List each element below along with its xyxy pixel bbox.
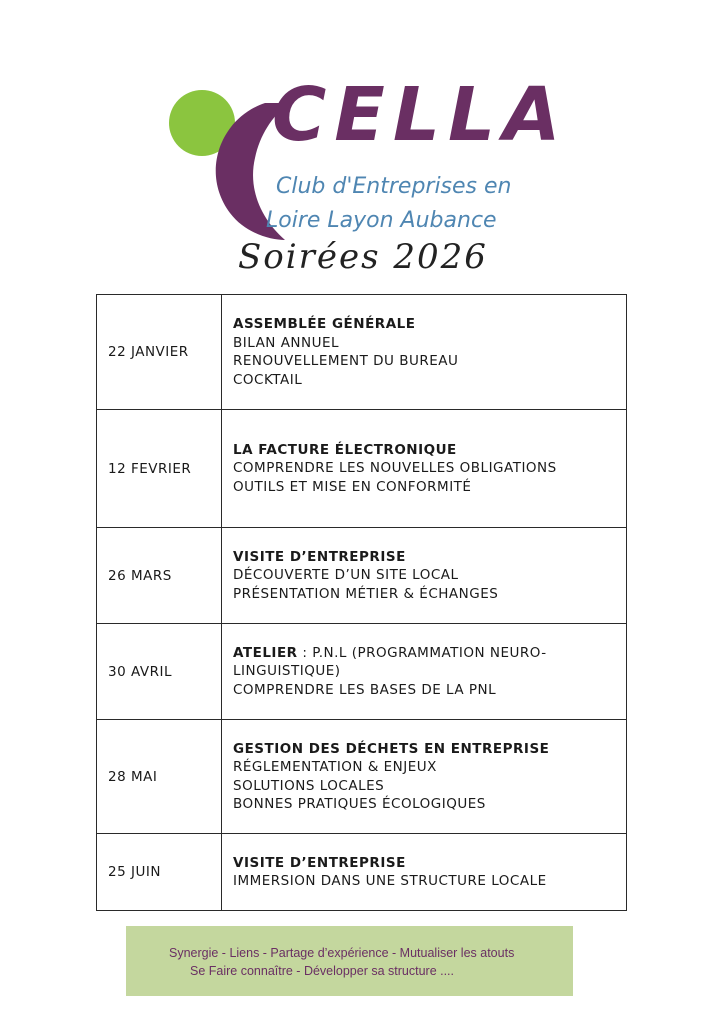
events-table — [96, 294, 627, 911]
cella-logo — [0, 0, 723, 250]
event-line: LINGUISTIQUE) — [233, 663, 341, 680]
event-date: 26 MARS — [97, 528, 222, 624]
event-row — [97, 624, 627, 720]
event-title: ATELIER — [233, 644, 298, 661]
event-details — [222, 410, 627, 528]
event-title: LA FACTURE ÉLECTRONIQUE — [233, 441, 457, 458]
event-date: 25 JUIN — [97, 834, 222, 911]
event-line: RENOUVELLEMENT DU BUREAU — [233, 353, 459, 369]
event-line: COMPRENDRE LES BASES DE LA PNL — [233, 681, 497, 698]
event-line: OUTILS ET MISE EN CONFORMITÉ — [233, 478, 472, 495]
footer-line-2: Se Faire connaître - Développer sa structure .... — [190, 964, 455, 978]
event-row — [97, 295, 627, 410]
event-title: ASSEMBLÉE GÉNÉRALE — [233, 316, 416, 332]
event-title: VISITE D’ENTREPRISE — [233, 854, 406, 871]
event-line: IMMERSION DANS UNE STRUCTURE LOCALE — [233, 873, 547, 889]
page-subtitle: Soirées 2026 — [238, 237, 488, 277]
event-line: COMPRENDRE LES NOUVELLES OBLIGATIONS — [233, 460, 557, 477]
event-date: 28 MAI — [97, 720, 222, 834]
event-title: VISITE D’ENTREPRISE — [233, 548, 406, 565]
event-details — [222, 528, 627, 624]
event-date: 30 AVRIL — [97, 624, 222, 720]
footer-banner — [126, 926, 573, 996]
event-row — [97, 834, 627, 911]
event-line: PRÉSENTATION MÉTIER & ÉCHANGES — [233, 585, 499, 602]
event-line: COCKTAIL — [233, 371, 303, 388]
logo-tagline-2: Loire Layon Aubance — [266, 208, 497, 233]
event-details — [222, 720, 627, 834]
logo-tagline-1: Club d'Entreprises en — [276, 174, 512, 199]
event-title: GESTION DES DÉCHETS EN ENTREPRISE — [233, 740, 550, 757]
event-row — [97, 410, 627, 528]
logo-wordmark: CELLA — [272, 72, 569, 158]
footer-line-1: Synergie - Liens - Partage d’expérience - Mutualiser les atouts — [169, 946, 515, 960]
event-date: 22 JANVIER — [97, 295, 222, 410]
event-line: BONNES PRATIQUES ÉCOLOGIQUES — [233, 796, 486, 812]
event-line: BILAN ANNUEL — [233, 334, 340, 351]
event-row — [97, 720, 627, 834]
event-row — [97, 528, 627, 624]
event-title-suffix: : P.N.L (PROGRAMMATION NEURO- — [297, 644, 547, 661]
event-line: SOLUTIONS LOCALES — [233, 777, 385, 794]
event-details — [222, 295, 627, 410]
event-date: 12 FEVRIER — [97, 410, 222, 528]
event-details — [222, 624, 627, 720]
event-line: DÉCOUVERTE D’UN SITE LOCAL — [233, 567, 459, 584]
event-line: RÉGLEMENTATION & ENJEUX — [233, 759, 437, 775]
event-details — [222, 834, 627, 911]
